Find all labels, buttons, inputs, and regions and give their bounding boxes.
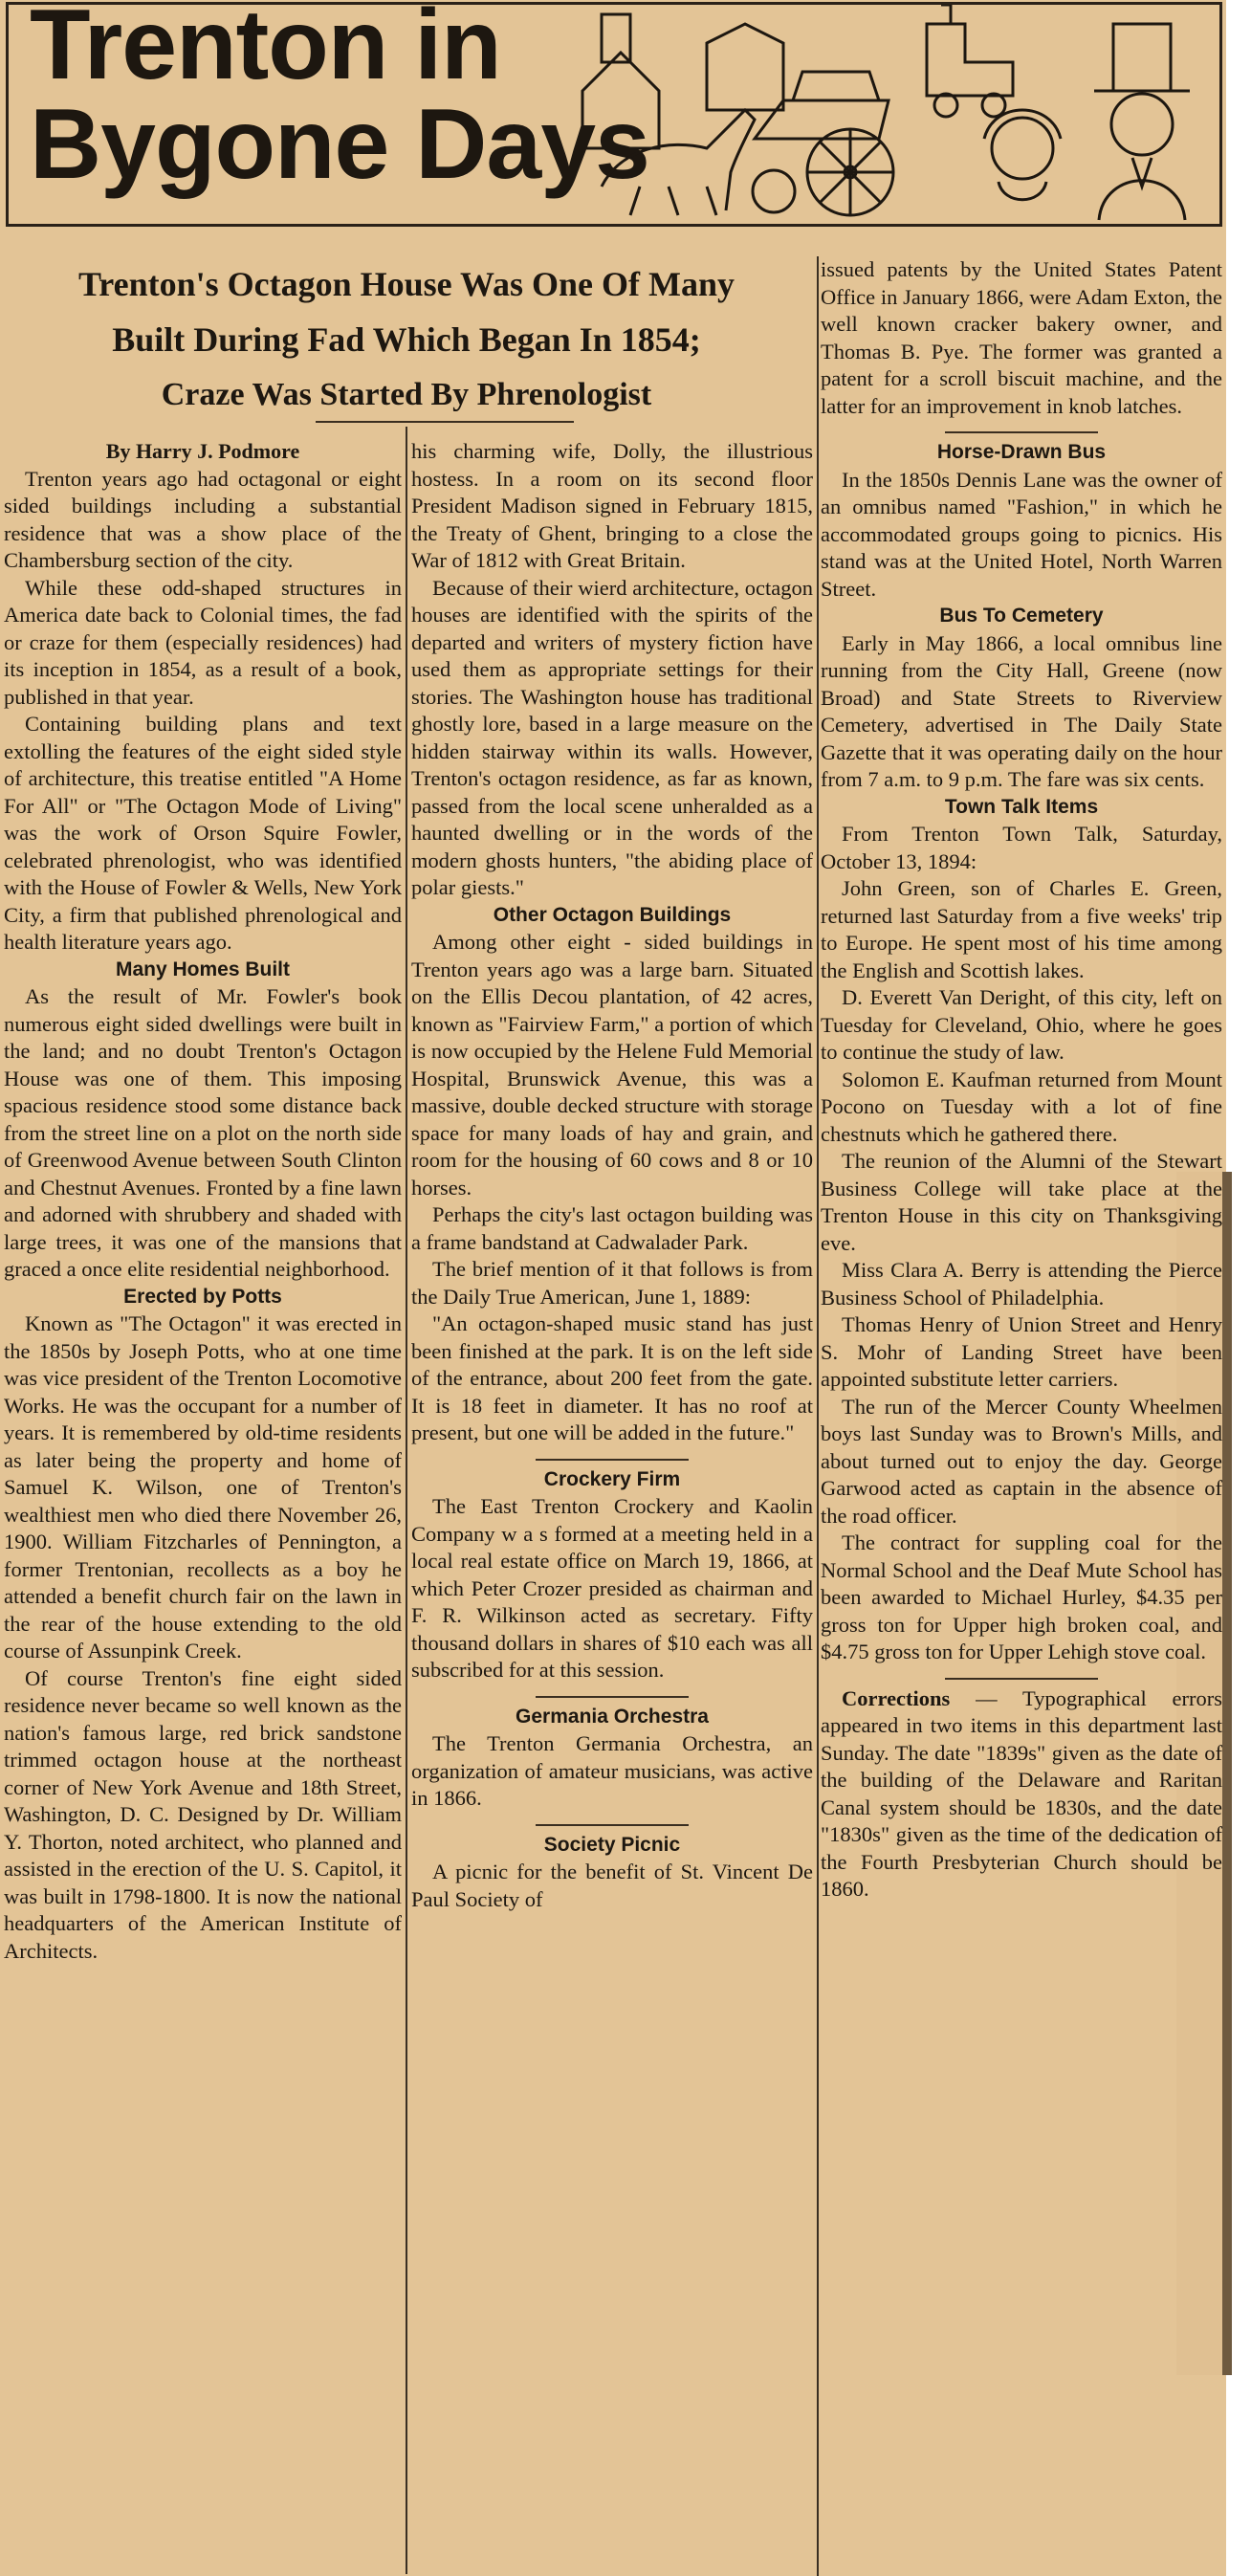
paragraph: Early in May 1866, a local omnibus line running from the City Hall, Greene (now Broad) and State Streets to Riverview Cemetery, advertised in The Daily State Gazette that it was operating daily on the hour from 7 a.m. to 9 p.m. The fare was six cents. (821, 630, 1222, 791)
paragraph: As the result of Mr. Fowler's book numerous eight sided dwellings were built in the land; and no doubt Trenton's Octagon House was one of them. This imposing spacious residence stood some distance back from the street line on a plot on the north side of Greenwood Avenue between South Clinton and Chestnut Avenues. Fronted by a fine lawn and adorned with shrubbery and shaded with large trees, it was one of the mansions that graced a once elite residential neighborhood. (4, 984, 402, 1281)
masthead-title-line2: Bygone Days (30, 89, 649, 200)
paragraph: The Trenton Germania Orchestra, an organization of amateur musicians, was active in 1866. (411, 1731, 813, 1810)
corrections-label: Corrections (842, 1685, 951, 1710)
paragraph: his charming wife, Dolly, the illustrious hostess. In a room on its second floor President Madison signed in February 1815, the Treaty of Ghent, bringing to a close the War of 1812 with Great Britain. (411, 439, 813, 572)
clipping-edge-shadow (1222, 1172, 1232, 2375)
subheading-horse-drawn-bus: Horse-Drawn Bus (936, 441, 1107, 463)
section-rule (536, 1824, 689, 1826)
headline-line2: Built During Fad Which Began In 1854; (112, 320, 701, 359)
headline-rule (316, 421, 574, 423)
subheading-bus-to-cemetery: Bus To Cemetery (939, 605, 1104, 627)
headline-line3: Craze Was Started By Phrenologist (161, 377, 652, 412)
paragraph: In the 1850s Dennis Lane was the owner of an omnibus named "Fashion," in which he accommodated groups going to picnics. His stand was at the United Hotel, North Warren Street. (821, 467, 1222, 601)
paragraph: Of course Trenton's fine eight sided residence never became so well known as the nation's famous large, red brick sandstone trimmed octagon house at the northeast corner of New York Avenue and 18th Street, Washington, D. C. Designed by Dr. William Y. Thorton, noted architect, who planned and assisted in the erection of the U. S. Capitol, it was built in 1798-1800. It is now the national headquarters of the American Institute of Architects. (4, 1665, 402, 1963)
paragraph: The brief mention of it that follows is from the Daily True American, June 1, 1889: (411, 1257, 813, 1309)
paragraph: The reunion of the Alumni of the Stewart Business College will take place at the Trenton House in this city on Thanksgiving eve. (821, 1149, 1222, 1255)
headline (0, 256, 813, 423)
subheading-many-homes-built: Many Homes Built (115, 958, 291, 980)
horse-carriage-illustration-icon (563, 5, 1223, 225)
paragraph: The East Trenton Crockery and Kaolin Company w a s formed at a meeting held in a local real estate office on March 19, 1866, at which Peter Crozer presided as chairman and F. R. Wilkinson acted as secretary. Fifty thousand dollars in shares of $10 each was all subscribed for at this session. (411, 1494, 813, 1682)
column-rule-1 (406, 427, 407, 2574)
paragraph: While these odd-shaped structures in America date back to Colonial times, the fad or craze for them (especially residences) had its inception in 1854, as a result of a book, published in that year. (4, 575, 402, 709)
subheading-town-talk-items: Town Talk Items (944, 795, 1099, 818)
paragraph: From Trenton Town Talk, Saturday, October 13, 1894: (821, 822, 1222, 873)
paragraph: A picnic for the benefit of St. Vincent De Paul Society of (411, 1860, 813, 1911)
masthead-title-line1: Trenton in (30, 0, 501, 100)
paragraph: Known as "The Octagon" it was erected in the 1850s by Joseph Potts, who at one time was vice president of the Trenton Locomotive Works. He was the occupant for a number of years. It is remembered by old-time residents as later being the property and home of Samuel K. Wilson, one of Trenton's wealthiest men who died there November 26, 1900. William Fitzcharles of Pennington, a former Trentonian, recollects as a boy he attended a benefit church fair on the lawn in the rear of the house extending to the old course of Assunpink Creek. (4, 1311, 402, 1662)
paragraph: Solomon E. Kaufman returned from Mount Pocono on Tuesday with a lot of fine chestnuts which he gathered there. (821, 1067, 1222, 1146)
section-rule (536, 1459, 689, 1461)
paragraph: The run of the Mercer County Wheelmen boys last Sunday was to Brown's Mills, and about turned out to enjoy the day. George Garwood acted as captain in the absence of the road officer. (821, 1394, 1222, 1528)
subheading-society-picnic: Society Picnic (543, 1833, 681, 1856)
paragraph: D. Everett Van Deright, of this city, left on Tuesday for Cleveland, Ohio, where he goes to continue the study of law. (821, 985, 1222, 1064)
paragraph: issued patents by the United States Patent Office in January 1866, were Adam Exton, the well known cracker bakery owner, and Thomas B. Pye. The former was granted a patent for a scroll biscuit machine, and the latter for an improvement in knob latches. (821, 257, 1222, 418)
paragraph: Because of their wierd architecture, octagon houses are identified with the spirits of the departed and writers of mystery fiction have used them as appropriate settings for their stories. The Washington house has traditional ghostly lore, based in a large measure on the hidden stairway within its walls. However, Trenton's octagon residence, as far as known, passed from the local scene unheralded as a haunted dwelling or in the words of the modern ghosts hunters, "the abiding place of polar giests." (411, 575, 813, 899)
byline: By Harry J. Podmore (105, 439, 300, 463)
paragraph: Among other eight - sided buildings in Trenton years ago was a large barn. Situated on the Ellis Decou plantation, of 42 acres, known as "Fairview Farm," a portion of which is now occupied by the Helene Fuld Memorial Hospital, Brunswick Avenue, this was a massive, double decked structure with storage space for many loads of hay and grain, and room for the housing of 60 cows and 8 or 10 horses. (411, 930, 813, 1200)
corrections-text: — Typographical errors appeared in two items in this department last Sunday. The date "1839s" given as the date of the building of the Delaware and Raritan Canal system should be 1830s, and the date "1830s" given as the time of the dedication of the Fourth Presbyterian Church should be 1860. (821, 1685, 1222, 1901)
paragraph: Thomas Henry of Union Street and Henry S. Mohr of Landing Street have been appointed substitute letter carriers. (821, 1312, 1222, 1391)
article-column-2 (411, 438, 813, 1913)
section-rule (536, 1696, 689, 1698)
corrections-paragraph (821, 1685, 1222, 1904)
subheading-erected-by-potts: Erected by Potts (123, 1285, 282, 1308)
headline-line1: Trenton's Octagon House Was One Of Many (77, 265, 735, 303)
article-column-3 (821, 256, 1222, 1904)
paragraph: Miss Clara A. Berry is attending the Pierce Business School of Philadelphia. (821, 1258, 1222, 1310)
subheading-other-octagon-buildings: Other Octagon Buildings (493, 903, 732, 926)
paragraph: Perhaps the city's last octagon building was a frame bandstand at Cadwalader Park. (411, 1202, 813, 1254)
paragraph: John Green, son of Charles E. Green, returned last Saturday from a five weeks' trip to Europe. He spent most of his time among the English and Scottish lakes. (821, 876, 1222, 982)
section-rule (945, 1678, 1098, 1680)
article-column-1 (4, 438, 402, 1965)
paragraph: Containing building plans and text extolling the features of the eight sided style of architecture, this treatise entitled "A Home For All" or "The Octagon Mode of Living" was the work of Orson Squire Fowler, celebrated phrenologist, who was identified with the House of Fowler & Wells, New York City, a firm that published phrenological and health literature years ago. (4, 712, 402, 954)
subheading-germania-orchestra: Germania Orchestra (516, 1705, 709, 1728)
paragraph: The contract for suppling coal for the Normal School and the Deaf Mute School has been awarded to Michael Hurley, $4.35 per gross ton for Upper high broken coal, and $4.75 gross ton for Upper Lehigh stove coal. (821, 1530, 1222, 1663)
paragraph: Trenton years ago had octagonal or eight sided buildings including a substantial residence that was a show place of the Chambersburg section of the city. (4, 466, 402, 572)
subheading-crockery-firm: Crockery Firm (543, 1467, 681, 1490)
column-rule-2 (817, 256, 819, 2576)
section-rule (945, 431, 1098, 433)
masthead-title (30, 0, 649, 200)
masthead (6, 2, 1222, 227)
paragraph: "An octagon-shaped music stand has just been finished at the park. It is on the left side of the entrance, about 200 feet from the gate. It is 18 feet in diameter. It has no roof at present, but one will be added in the future." (411, 1311, 813, 1444)
